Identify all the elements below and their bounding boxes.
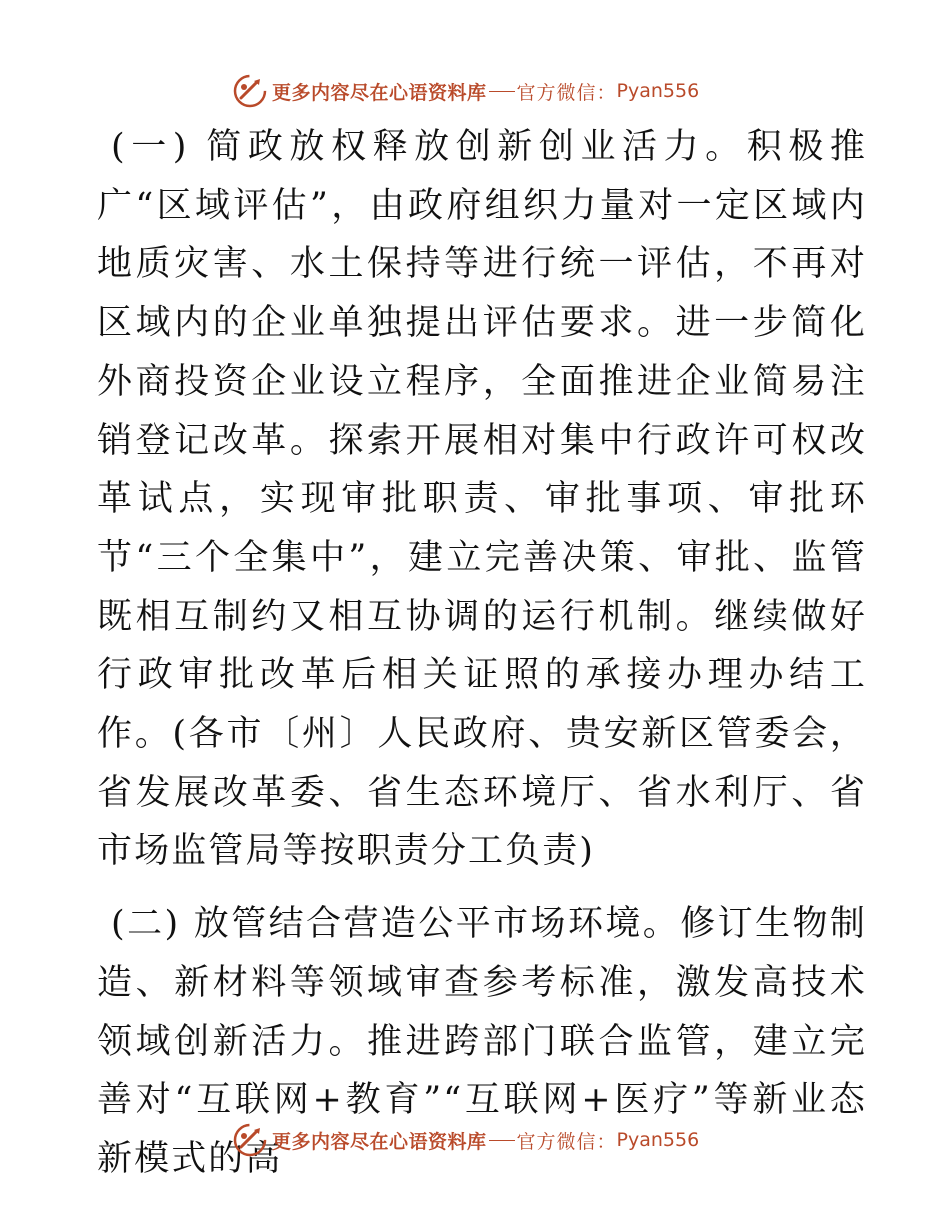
paragraph-1: (一) 简政放权释放创新创业活力。积极推广“区域评估”，由政府组织力量对一定区域内地质灾害、水土保持等进行统一评估，不再对区域内的企业单独提出评估要求。进一步简化外商投资企业设立程序，全面推进企业简易注销登记改革。探索开展相对集中行政许可权改革试点，实现审批职责、审批事项、审批环节“三个全集中”，建立完善决策、审批、监管既相互制约又相互协调的运行机制。继续做好行政审批改革后相关证照的承接办理办结工作。(各市〔州〕人民政府、贵安新区管委会，省发展改革委、省生态环境厅、省水利厅、省市场监管局等按职责分工负责): [97, 127, 867, 872]
header-watermark-banner: [232, 71, 699, 111]
footer-watermark-banner: [232, 1120, 699, 1160]
banner-divider: [489, 1140, 515, 1141]
paragraph-2: (二) 放管结合营造公平市场环境。修订生物制造、新材料等领域审查参考标准，激发高技术领域创新活力。推进跨部门联合监管，建立完善对“互联网+教育”“互联网+医疗”等新业态新模式的高: [97, 904, 867, 1179]
banner-label: 官方微信：: [516, 81, 617, 104]
document-body: [97, 118, 867, 1189]
banner-label: 官方微信：: [516, 1130, 617, 1153]
banner-text: 更多内容尽在心语资料库: [272, 1130, 487, 1153]
brand-logo-icon: [232, 73, 268, 109]
brand-logo-icon: [232, 1122, 268, 1158]
banner-wechat-id: Pyan556: [616, 1129, 700, 1151]
banner-wechat-id: Pyan556: [616, 80, 700, 102]
banner-text: 更多内容尽在心语资料库: [272, 81, 487, 104]
banner-divider: [489, 91, 515, 92]
